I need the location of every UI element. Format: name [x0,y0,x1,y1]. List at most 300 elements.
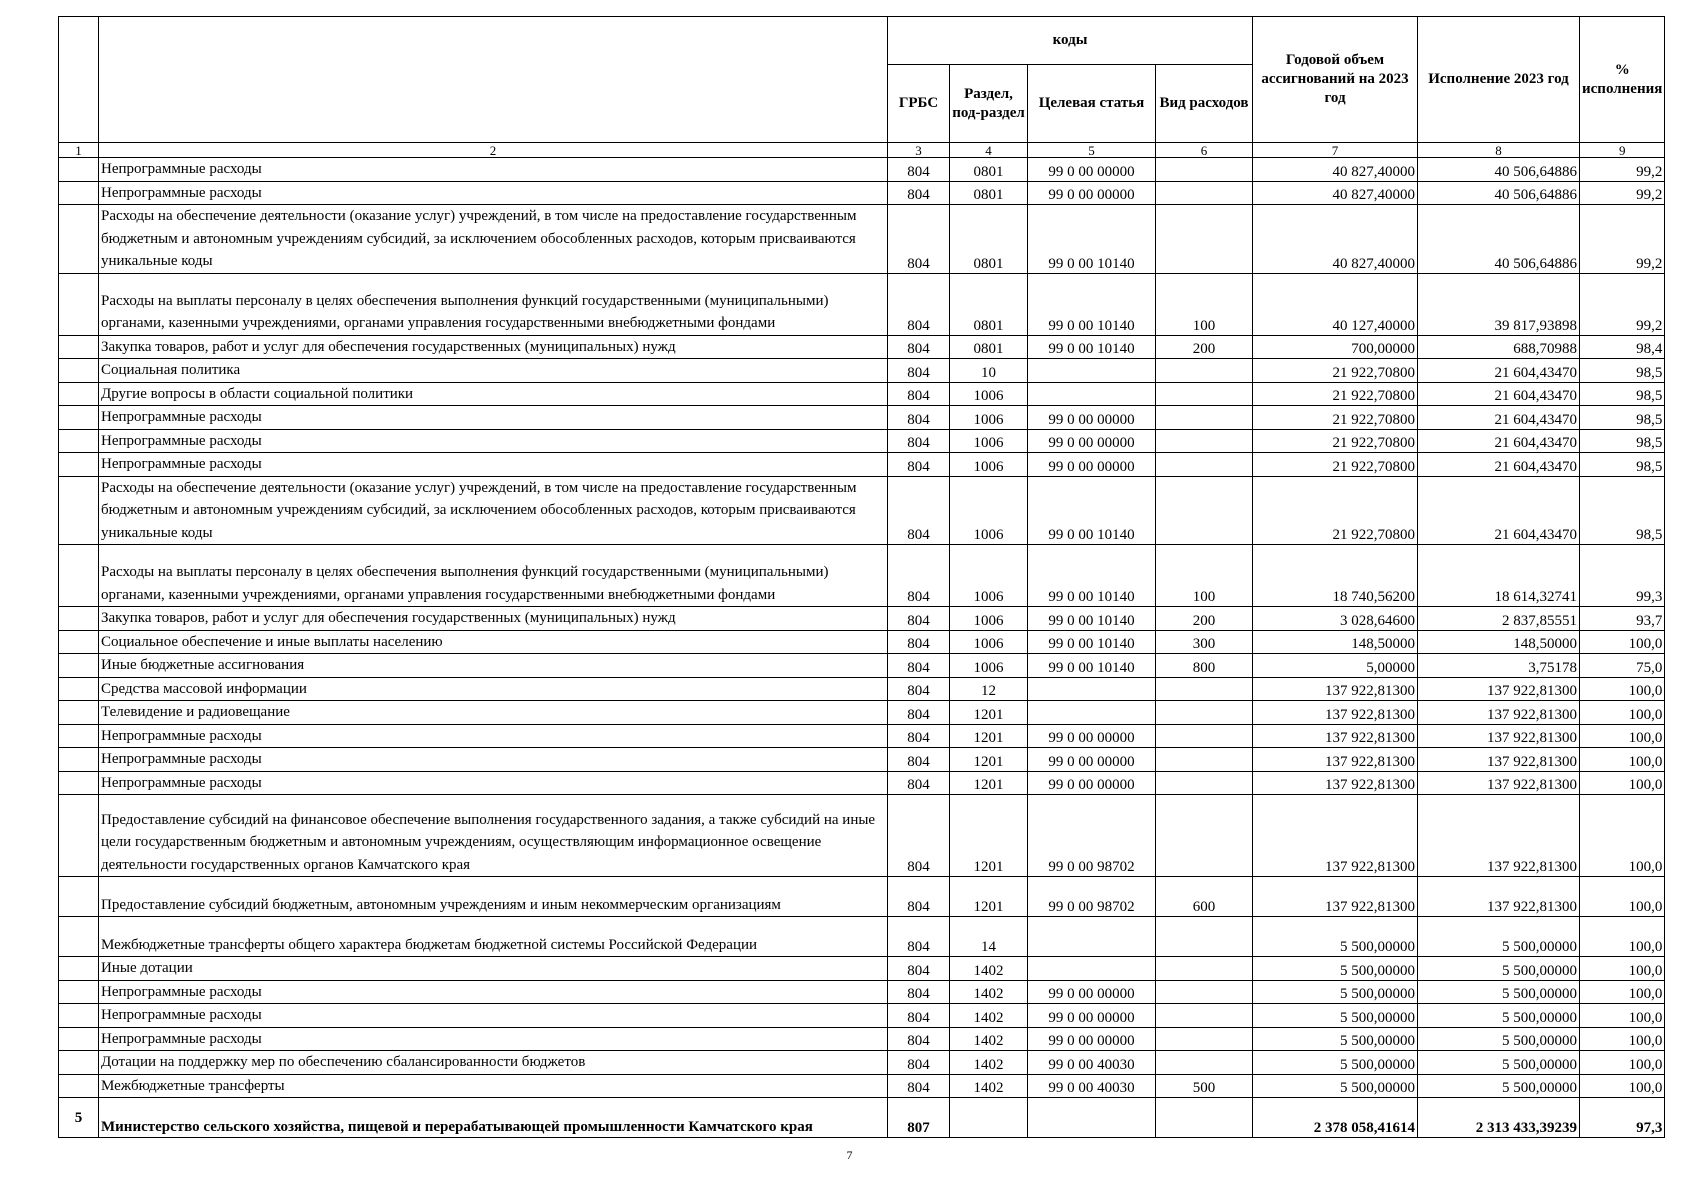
row-execution: 5 500,00000 [1418,980,1580,1004]
row-annual-volume: 5,00000 [1253,654,1418,678]
header-annual-volume: Годовой объем ассигнований на 2023 год [1253,17,1418,143]
row-grbs: 804 [888,877,950,917]
table-row [59,701,1665,725]
row-annual-volume: 40 827,40000 [1253,181,1418,205]
row-target-article: 99 0 00 98702 [1028,795,1156,877]
row-section: 1201 [950,701,1028,725]
row-annual-volume: 3 028,64600 [1253,607,1418,631]
row-expense-type [1156,1004,1253,1028]
row-target-article [1028,1098,1156,1138]
row-target-article: 99 0 00 00000 [1028,453,1156,477]
header-target-article: Целевая статья [1028,65,1156,143]
row-expense-type [1156,917,1253,957]
row-execution: 3,75178 [1418,654,1580,678]
table-row [59,957,1665,981]
row-percent: 100,0 [1580,795,1665,877]
row-name: Непрограммные расходы [99,771,888,795]
row-annual-volume: 21 922,70800 [1253,382,1418,406]
row-section: 1006 [950,406,1028,430]
row-percent: 99,2 [1580,181,1665,205]
row-execution: 40 506,64886 [1418,181,1580,205]
row-expense-type [1156,957,1253,981]
row-target-article: 99 0 00 00000 [1028,406,1156,430]
row-percent: 99,2 [1580,205,1665,274]
row-target-article: 99 0 00 10140 [1028,607,1156,631]
row-index: 5 [59,1098,99,1138]
row-index [59,795,99,877]
row-percent: 100,0 [1580,980,1665,1004]
column-number: 1 [59,143,99,158]
row-target-article [1028,382,1156,406]
row-grbs: 804 [888,771,950,795]
row-index [59,1027,99,1051]
row-execution: 39 817,93898 [1418,273,1580,335]
row-execution: 137 922,81300 [1418,701,1580,725]
row-grbs: 804 [888,677,950,701]
row-target-article: 99 0 00 00000 [1028,748,1156,772]
header-codes: коды [888,17,1253,65]
row-section: 1402 [950,1004,1028,1028]
row-index [59,957,99,981]
row-index [59,181,99,205]
table-row [59,273,1665,335]
row-annual-volume: 5 500,00000 [1253,1027,1418,1051]
row-execution: 40 506,64886 [1418,205,1580,274]
row-annual-volume: 700,00000 [1253,335,1418,359]
row-target-article [1028,917,1156,957]
row-expense-type [1156,205,1253,274]
row-name: Социальная политика [99,359,888,383]
row-percent: 100,0 [1580,917,1665,957]
row-index [59,1051,99,1075]
column-number: 7 [1253,143,1418,158]
table-row [59,205,1665,274]
table-row [59,158,1665,182]
row-target-article: 99 0 00 00000 [1028,429,1156,453]
row-percent: 100,0 [1580,630,1665,654]
row-execution: 688,70988 [1418,335,1580,359]
row-name: Иные дотации [99,957,888,981]
row-percent: 98,5 [1580,382,1665,406]
table-row [59,654,1665,678]
row-execution: 2 837,85551 [1418,607,1580,631]
table-row [59,453,1665,477]
row-grbs: 807 [888,1098,950,1138]
row-percent: 98,5 [1580,453,1665,477]
row-annual-volume: 18 740,56200 [1253,545,1418,607]
row-grbs: 804 [888,795,950,877]
row-expense-type: 300 [1156,630,1253,654]
row-section: 12 [950,677,1028,701]
row-expense-type [1156,677,1253,701]
column-number: 5 [1028,143,1156,158]
table-row [59,1098,1665,1138]
row-expense-type [1156,980,1253,1004]
table-row [59,382,1665,406]
row-expense-type: 600 [1156,877,1253,917]
row-name: Непрограммные расходы [99,429,888,453]
row-grbs: 804 [888,980,950,1004]
header-index [59,17,99,143]
row-percent: 100,0 [1580,1051,1665,1075]
row-index [59,980,99,1004]
row-grbs: 804 [888,181,950,205]
row-grbs: 804 [888,1004,950,1028]
row-name: Непрограммные расходы [99,181,888,205]
table-row [59,406,1665,430]
row-expense-type [1156,795,1253,877]
row-grbs: 804 [888,1074,950,1098]
row-execution: 5 500,00000 [1418,1004,1580,1028]
row-target-article: 99 0 00 10140 [1028,545,1156,607]
row-name: Предоставление субсидий бюджетным, автономным учреждениям и иным некоммерческим организациям [99,877,888,917]
header-percent: % исполнения [1580,17,1665,143]
row-index [59,476,99,545]
row-expense-type [1156,476,1253,545]
row-target-article: 99 0 00 00000 [1028,771,1156,795]
row-target-article: 99 0 00 40030 [1028,1074,1156,1098]
table-row [59,724,1665,748]
row-name: Закупка товаров, работ и услуг для обеспечения государственных (муниципальных) нужд [99,607,888,631]
row-target-article [1028,957,1156,981]
row-index [59,771,99,795]
row-name: Расходы на обеспечение деятельности (оказание услуг) учреждений, в том числе на предоставление государственным бюджетным и автономным учреждениям субсидий, за исключением обособленных расходов, которым присваиваются уникальные коды [99,205,888,274]
table-row [59,877,1665,917]
row-percent: 100,0 [1580,1004,1665,1028]
row-name: Министерство сельского хозяйства, пищевой и перерабатывающей промышленности Камчатского края [99,1098,888,1138]
row-section: 1402 [950,957,1028,981]
row-name: Межбюджетные трансферты [99,1074,888,1098]
row-name: Непрограммные расходы [99,158,888,182]
table-row [59,1027,1665,1051]
row-percent: 98,5 [1580,429,1665,453]
row-name: Расходы на выплаты персоналу в целях обеспечения выполнения функций государственными (муниципальными) органами, казенными учреждениями, органами управления государственными внебюджетными фондами [99,273,888,335]
row-percent: 99,2 [1580,273,1665,335]
row-index [59,877,99,917]
row-target-article: 99 0 00 10140 [1028,630,1156,654]
row-index [59,453,99,477]
row-name: Непрограммные расходы [99,1004,888,1028]
row-expense-type [1156,359,1253,383]
table-row [59,795,1665,877]
row-target-article [1028,359,1156,383]
row-name: Другие вопросы в области социальной политики [99,382,888,406]
table-row [59,630,1665,654]
row-execution: 148,50000 [1418,630,1580,654]
column-number: 3 [888,143,950,158]
row-section: 1006 [950,382,1028,406]
row-section: 1201 [950,771,1028,795]
row-section: 1006 [950,545,1028,607]
row-annual-volume: 5 500,00000 [1253,980,1418,1004]
row-section [950,1098,1028,1138]
row-index [59,724,99,748]
row-name: Закупка товаров, работ и услуг для обеспечения государственных (муниципальных) нужд [99,335,888,359]
row-index [59,607,99,631]
table-row [59,748,1665,772]
row-execution: 5 500,00000 [1418,1074,1580,1098]
row-index [59,748,99,772]
row-target-article: 99 0 00 00000 [1028,158,1156,182]
column-number-row [59,143,1665,158]
row-annual-volume: 137 922,81300 [1253,877,1418,917]
table-row [59,917,1665,957]
row-name: Расходы на выплаты персоналу в целях обеспечения выполнения функций государственными (муниципальными) органами, казенными учреждениями, органами управления государственными внебюджетными фондами [99,545,888,607]
row-expense-type: 200 [1156,607,1253,631]
row-execution: 5 500,00000 [1418,1027,1580,1051]
row-expense-type [1156,1051,1253,1075]
row-expense-type [1156,406,1253,430]
table-row [59,607,1665,631]
row-expense-type [1156,748,1253,772]
row-target-article: 99 0 00 00000 [1028,1027,1156,1051]
row-execution: 18 614,32741 [1418,545,1580,607]
row-index [59,382,99,406]
row-name: Телевидение и радиовещание [99,701,888,725]
row-annual-volume: 137 922,81300 [1253,748,1418,772]
row-annual-volume: 5 500,00000 [1253,957,1418,981]
row-annual-volume: 5 500,00000 [1253,1074,1418,1098]
row-percent: 97,3 [1580,1098,1665,1138]
row-section: 1006 [950,654,1028,678]
header-section: Раздел, под-раздел [950,65,1028,143]
row-annual-volume: 137 922,81300 [1253,795,1418,877]
row-index [59,917,99,957]
row-percent: 100,0 [1580,877,1665,917]
row-annual-volume: 40 827,40000 [1253,205,1418,274]
row-name: Непрограммные расходы [99,724,888,748]
row-grbs: 804 [888,476,950,545]
row-section: 1006 [950,429,1028,453]
row-expense-type [1156,771,1253,795]
row-percent: 100,0 [1580,748,1665,772]
row-expense-type: 100 [1156,273,1253,335]
row-percent: 93,7 [1580,607,1665,631]
row-name: Дотации на поддержку мер по обеспечению сбалансированности бюджетов [99,1051,888,1075]
row-section: 0801 [950,335,1028,359]
row-annual-volume: 137 922,81300 [1253,701,1418,725]
row-section: 1201 [950,877,1028,917]
row-section: 1201 [950,748,1028,772]
row-expense-type: 800 [1156,654,1253,678]
row-section: 0801 [950,181,1028,205]
row-name: Непрограммные расходы [99,1027,888,1051]
row-target-article: 99 0 00 00000 [1028,980,1156,1004]
row-name: Расходы на обеспечение деятельности (оказание услуг) учреждений, в том числе на предоставление государственным бюджетным и автономным учреждениям субсидий, за исключением обособленных расходов, которым присваиваются уникальные коды [99,476,888,545]
row-grbs: 804 [888,545,950,607]
row-section: 1006 [950,630,1028,654]
row-section: 1006 [950,607,1028,631]
row-percent: 100,0 [1580,1074,1665,1098]
row-percent: 75,0 [1580,654,1665,678]
table-row [59,1074,1665,1098]
row-index [59,1074,99,1098]
row-index [59,677,99,701]
page-number: 7 [846,1148,853,1162]
row-section: 1201 [950,795,1028,877]
row-grbs: 804 [888,630,950,654]
row-execution: 40 506,64886 [1418,158,1580,182]
row-execution: 5 500,00000 [1418,1051,1580,1075]
row-annual-volume: 2 378 058,41614 [1253,1098,1418,1138]
table-row [59,181,1665,205]
row-section: 1201 [950,724,1028,748]
row-percent: 100,0 [1580,724,1665,748]
row-execution: 21 604,43470 [1418,429,1580,453]
row-grbs: 804 [888,335,950,359]
table-row [59,429,1665,453]
row-grbs: 804 [888,453,950,477]
row-percent: 100,0 [1580,677,1665,701]
row-index [59,429,99,453]
row-annual-volume: 5 500,00000 [1253,1004,1418,1028]
table-row [59,476,1665,545]
table-row [59,677,1665,701]
row-annual-volume: 5 500,00000 [1253,1051,1418,1075]
row-target-article: 99 0 00 10140 [1028,273,1156,335]
row-execution: 137 922,81300 [1418,748,1580,772]
row-execution: 21 604,43470 [1418,476,1580,545]
table-row [59,1004,1665,1028]
row-percent: 98,5 [1580,476,1665,545]
row-grbs: 804 [888,724,950,748]
row-annual-volume: 40 127,40000 [1253,273,1418,335]
row-grbs: 804 [888,273,950,335]
row-target-article: 99 0 00 10140 [1028,476,1156,545]
row-execution: 137 922,81300 [1418,795,1580,877]
row-execution: 21 604,43470 [1418,382,1580,406]
column-number: 4 [950,143,1028,158]
row-index [59,630,99,654]
row-grbs: 804 [888,917,950,957]
row-name: Непрограммные расходы [99,980,888,1004]
row-percent: 100,0 [1580,957,1665,981]
row-percent: 100,0 [1580,1027,1665,1051]
row-index [59,701,99,725]
row-percent: 99,3 [1580,545,1665,607]
row-expense-type [1156,429,1253,453]
row-execution: 137 922,81300 [1418,771,1580,795]
row-annual-volume: 137 922,81300 [1253,724,1418,748]
row-target-article: 99 0 00 10140 [1028,654,1156,678]
row-annual-volume: 148,50000 [1253,630,1418,654]
column-number: 9 [1580,143,1665,158]
row-grbs: 804 [888,1027,950,1051]
header-execution: Исполнение 2023 год [1418,17,1580,143]
row-annual-volume: 137 922,81300 [1253,771,1418,795]
row-section: 1402 [950,980,1028,1004]
row-percent: 100,0 [1580,701,1665,725]
row-section: 0801 [950,205,1028,274]
table-row [59,335,1665,359]
row-expense-type [1156,158,1253,182]
table-row [59,359,1665,383]
row-execution: 21 604,43470 [1418,453,1580,477]
row-section: 1402 [950,1051,1028,1075]
row-target-article: 99 0 00 10140 [1028,335,1156,359]
row-percent: 98,4 [1580,335,1665,359]
header-name [99,17,888,143]
row-section: 1006 [950,453,1028,477]
row-target-article: 99 0 00 40030 [1028,1051,1156,1075]
row-annual-volume: 21 922,70800 [1253,453,1418,477]
table-row [59,1051,1665,1075]
row-annual-volume: 21 922,70800 [1253,476,1418,545]
row-execution: 137 922,81300 [1418,877,1580,917]
header-grbs: ГРБС [888,65,950,143]
row-section: 1402 [950,1074,1028,1098]
row-expense-type: 200 [1156,335,1253,359]
row-name: Предоставление субсидий на финансовое обеспечение выполнения государственного задания, а также субсидий на иные цели государственным бюджетным и автономным учреждениям, осуществляющим информационное освещение деятельности государственных органов Камчатского края [99,795,888,877]
table-row [59,771,1665,795]
row-grbs: 804 [888,382,950,406]
row-target-article: 99 0 00 00000 [1028,724,1156,748]
row-section: 1402 [950,1027,1028,1051]
row-execution: 5 500,00000 [1418,957,1580,981]
row-annual-volume: 21 922,70800 [1253,359,1418,383]
row-section: 1006 [950,476,1028,545]
row-index [59,654,99,678]
row-annual-volume: 21 922,70800 [1253,429,1418,453]
row-annual-volume: 5 500,00000 [1253,917,1418,957]
row-index [59,205,99,274]
row-percent: 99,2 [1580,158,1665,182]
row-grbs: 804 [888,158,950,182]
row-expense-type [1156,1027,1253,1051]
row-target-article: 99 0 00 00000 [1028,1004,1156,1028]
row-annual-volume: 21 922,70800 [1253,406,1418,430]
row-percent: 100,0 [1580,771,1665,795]
row-execution: 137 922,81300 [1418,724,1580,748]
table-row [59,545,1665,607]
row-expense-type [1156,701,1253,725]
row-grbs: 804 [888,406,950,430]
row-grbs: 804 [888,359,950,383]
header-expense-type: Вид расходов [1156,65,1253,143]
row-target-article [1028,677,1156,701]
row-index [59,406,99,430]
row-index [59,273,99,335]
row-execution: 137 922,81300 [1418,677,1580,701]
row-target-article: 99 0 00 00000 [1028,181,1156,205]
row-expense-type [1156,1098,1253,1138]
row-grbs: 804 [888,607,950,631]
row-target-article [1028,701,1156,725]
row-target-article: 99 0 00 98702 [1028,877,1156,917]
row-expense-type: 100 [1156,545,1253,607]
row-section: 0801 [950,158,1028,182]
row-expense-type [1156,382,1253,406]
column-number: 6 [1156,143,1253,158]
row-execution: 2 313 433,39239 [1418,1098,1580,1138]
row-name: Непрограммные расходы [99,406,888,430]
row-grbs: 804 [888,701,950,725]
row-grbs: 804 [888,748,950,772]
row-percent: 98,5 [1580,406,1665,430]
row-name: Иные бюджетные ассигнования [99,654,888,678]
row-grbs: 804 [888,205,950,274]
row-execution: 21 604,43470 [1418,406,1580,430]
row-name: Межбюджетные трансферты общего характера бюджетам бюджетной системы Российской Федерации [99,917,888,957]
row-name: Средства массовой информации [99,677,888,701]
row-grbs: 804 [888,957,950,981]
row-name: Непрограммные расходы [99,748,888,772]
row-target-article: 99 0 00 10140 [1028,205,1156,274]
row-section: 14 [950,917,1028,957]
row-expense-type [1156,453,1253,477]
row-section: 0801 [950,273,1028,335]
table-row [59,980,1665,1004]
